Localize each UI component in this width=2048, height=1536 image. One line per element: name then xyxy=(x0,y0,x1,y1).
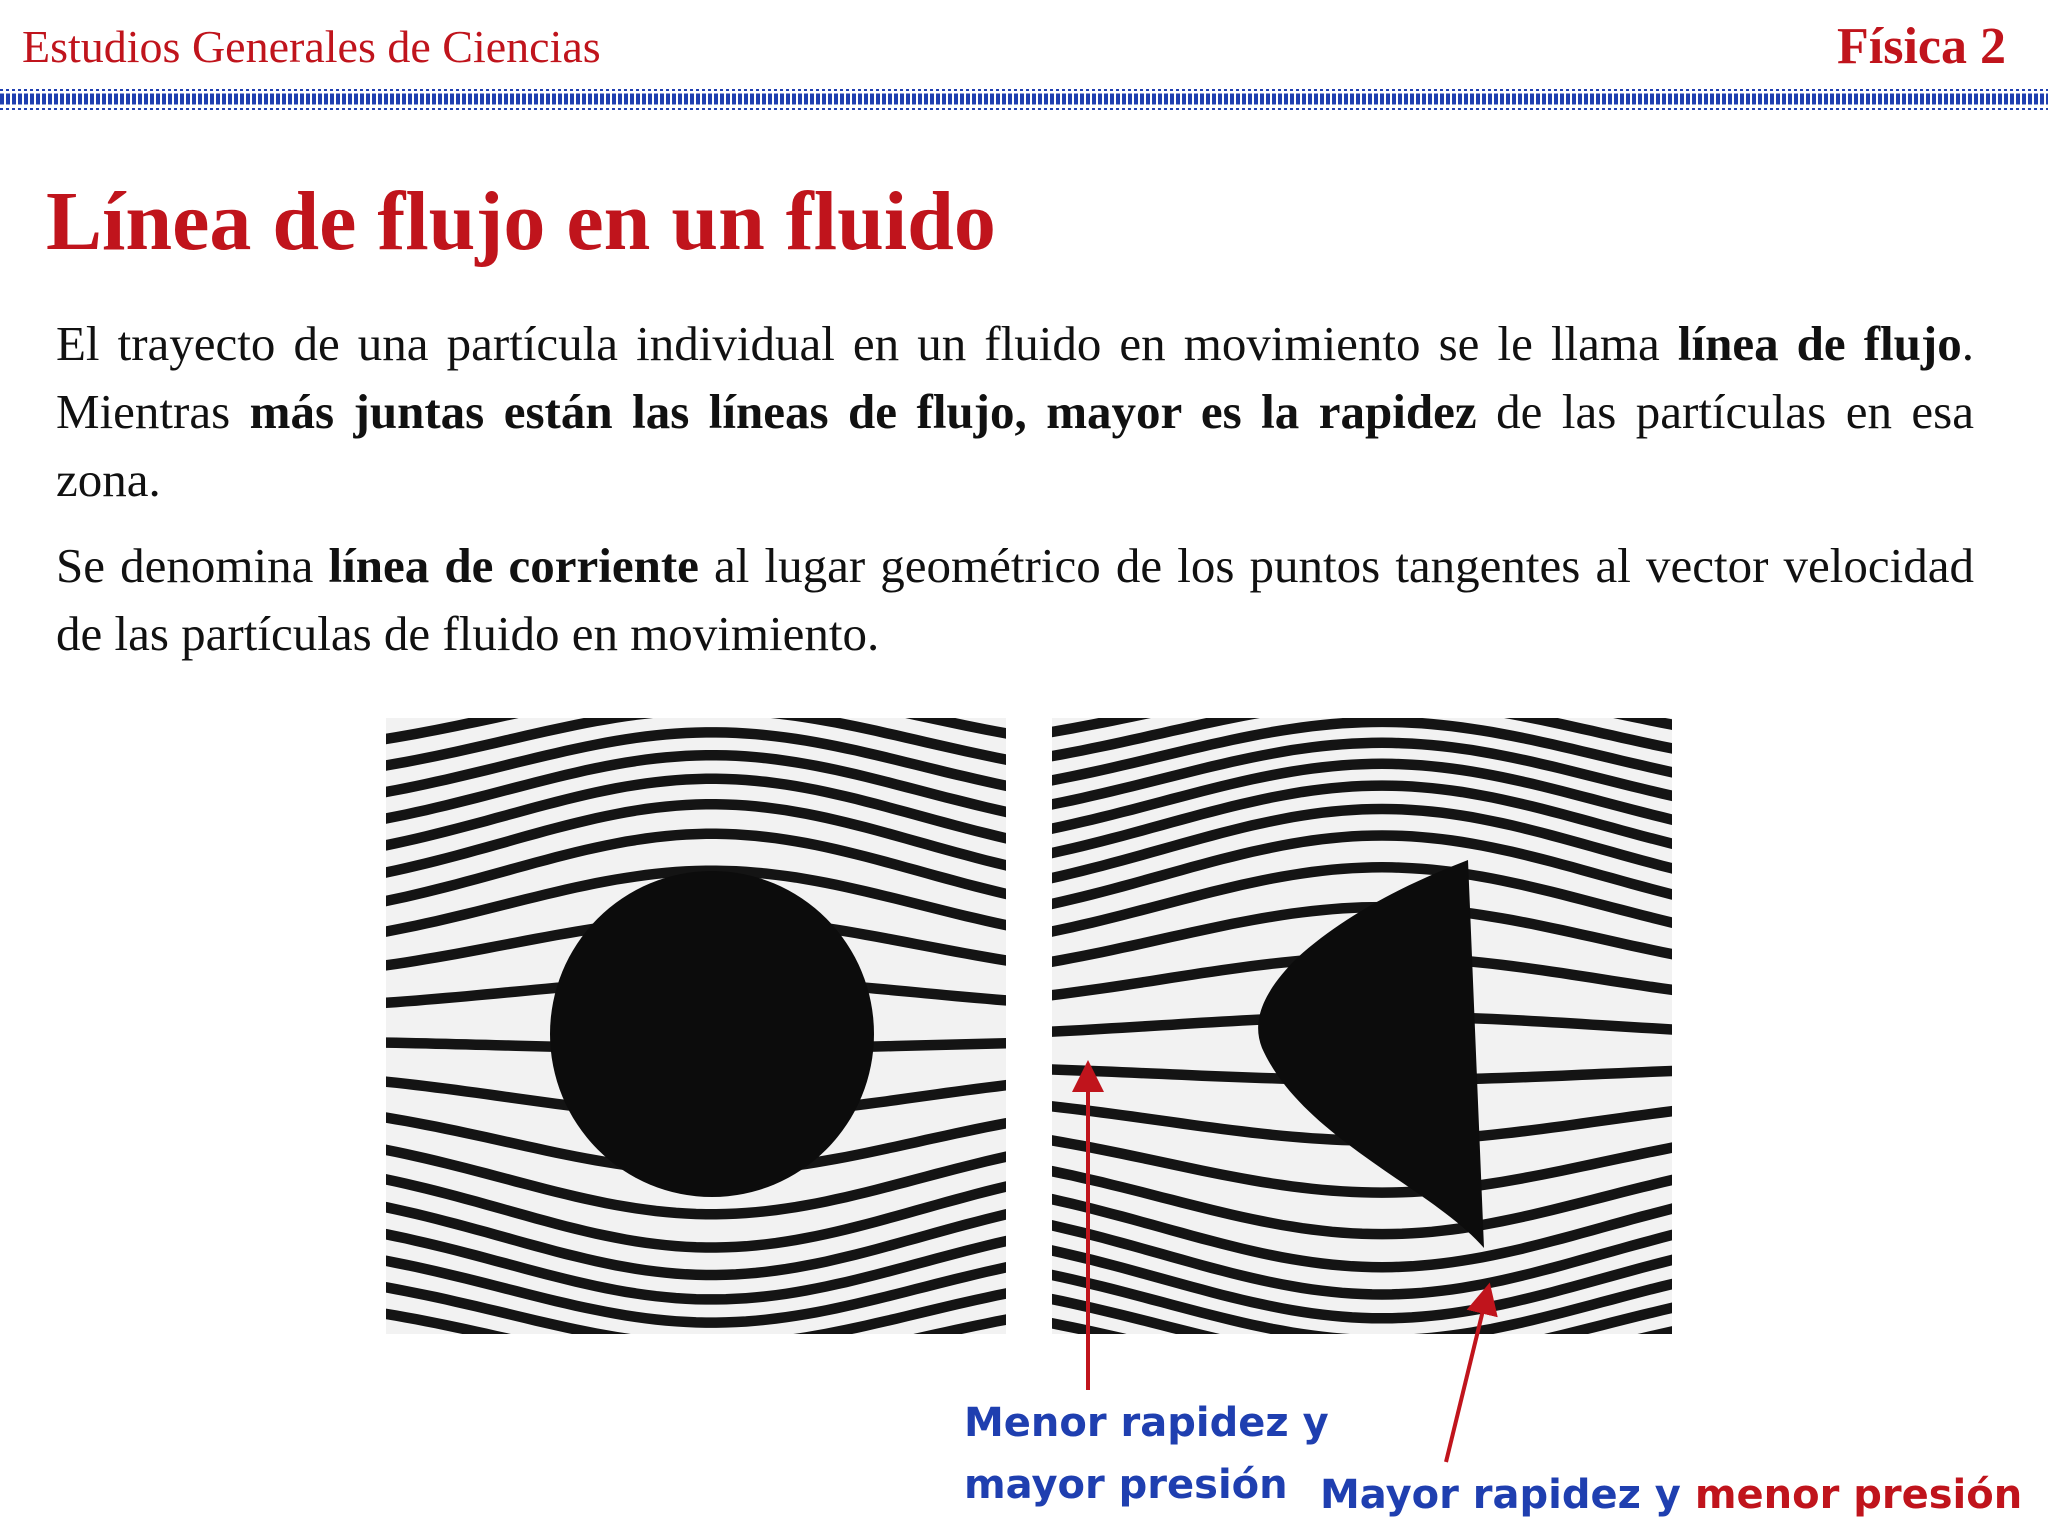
p2-text-2: al lugar geométrico de los puntos tangentes al vector velocidad de las partículas de fluido en movimiento. xyxy=(56,538,1974,661)
label-low-pressure-part: menor presión xyxy=(1694,1472,2023,1518)
paragraph-flow-line xyxy=(56,310,1974,514)
label-high-speed-part: Mayor rapidez y xyxy=(1320,1472,1695,1518)
slide-title: Línea de flujo en un fluido xyxy=(46,175,996,268)
label-low-speed-line1: Menor rapidez y xyxy=(964,1400,1329,1446)
label-high-speed xyxy=(1320,1464,2022,1526)
flow-around-triangle-image xyxy=(1052,718,1672,1334)
header-course: Estudios Generales de Ciencias xyxy=(22,21,601,72)
p1-emphasis: más juntas están las líneas de flujo, mayor es la rapidez xyxy=(249,384,1477,439)
p1-text-2: . Mientras xyxy=(56,316,1974,439)
p1-term-flow-line: línea de flujo xyxy=(1677,316,1962,371)
header-subject: Física 2 xyxy=(1837,18,2006,75)
flow-around-cylinder-image xyxy=(386,718,1006,1334)
header-divider xyxy=(0,86,2048,116)
label-high-pressure-line2: mayor presión xyxy=(964,1462,1288,1508)
p2-term-streamline: línea de corriente xyxy=(328,538,699,593)
label-low-speed xyxy=(964,1392,1329,1516)
p1-text-3: de las partículas en esa zona. xyxy=(56,384,1975,507)
p2-text-1: Se denomina xyxy=(56,538,329,593)
p1-text-1: El trayecto de una partícula individual en un fluido en movimiento se le llama xyxy=(56,316,1678,371)
paragraph-streamline xyxy=(56,532,1974,668)
